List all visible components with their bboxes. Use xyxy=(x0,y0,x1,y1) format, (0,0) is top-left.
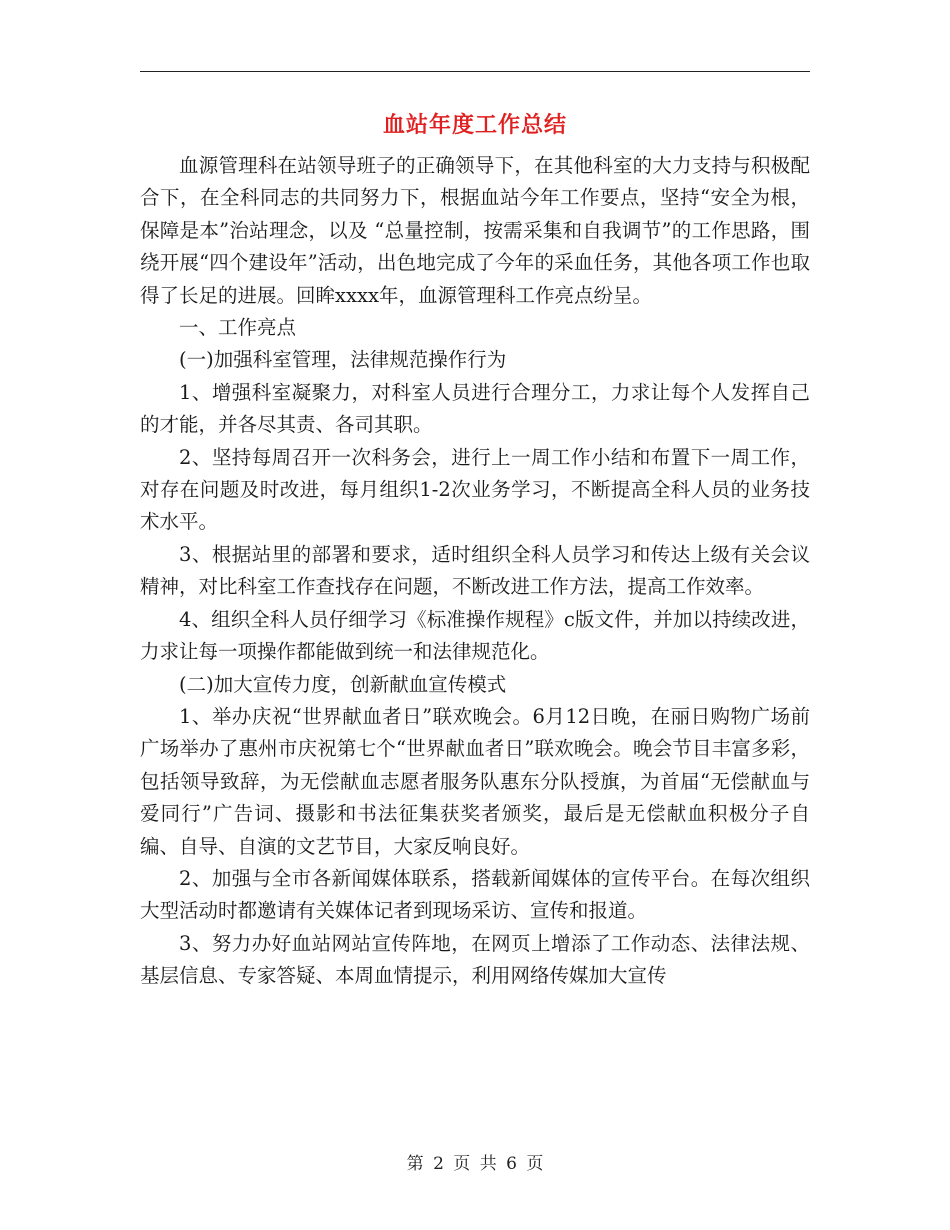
paragraph: 3、根据站里的部署和要求，适时组织全科人员学习和传达上级有关会议精神，对比科室工作查找存在问题，不断改进工作方法，提高工作效率。 xyxy=(140,542,810,599)
header-rule xyxy=(140,71,810,72)
section-heading: 一、工作亮点 xyxy=(179,316,297,340)
paragraph: 2、坚持每周召开一次科务会，进行上一周工作小结和布置下一周工作，对存在问题及时改进，每月组织1-2次业务学习，不断提高全科人员的业务技术水平。 xyxy=(140,445,810,534)
subsection-heading: (二)加大宣传力度，创新献血宣传模式 xyxy=(179,672,507,696)
page-footer: 第 2 页 共 6 页 xyxy=(406,1154,544,1174)
paragraph: 1、举办庆祝“世界献血者日”联欢晚会。6月12日晚，在丽日购物广场前广场举办了惠州市庆祝第七个“世界献血者日”联欢晚会。晚会节目丰富多彩，包括领导致辞，为无偿献血志愿者服务队惠东分队授旗，为首届“无偿献血与爱同行”广告词、摄影和书法征集获奖者颁奖，最后是无偿献血积极分子自编、自导、自演的文艺节目，大家反响良好。 xyxy=(140,704,810,858)
paragraph: 1、增强科室凝聚力，对科室人员进行合理分工，力求让每个人发挥自己的才能，并各尽其责、各司其职。 xyxy=(140,380,810,437)
document-body xyxy=(140,150,810,993)
paragraph: 血源管理科在站领导班子的正确领导下，在其他科室的大力支持与积极配合下，在全科同志的共同努力下，根据血站今年工作要点，坚持“安全为根，保障是本”治站理念，以及 “总量控制，按需采集和自我调节”的工作思路，围绕开展“四个建设年”活动，出色地完成了今年的采血任务，其他各项工作也取得了长足的进展。回眸xxxx年，血源管理科工作亮点纷呈。 xyxy=(140,154,810,307)
paragraph: 3、努力办好血站网站宣传阵地，在网页上增添了工作动态、法律法规、基层信息、专家答疑、本周血情提示，利用网络传媒加大宣传 xyxy=(140,931,810,988)
paragraph: 4、组织全科人员仔细学习《标准操作规程》c版文件，并加以持续改进，力求让每一项操作都能做到统一和法律规范化。 xyxy=(140,607,810,664)
subsection-heading: (一)加强科室管理，法律规范操作行为 xyxy=(179,348,507,372)
document-title: 血站年度工作总结 xyxy=(382,112,567,138)
paragraph: 2、加强与全市各新闻媒体联系，搭载新闻媒体的宣传平台。在每次组织大型活动时都邀请有关媒体记者到现场采访、宣传和报道。 xyxy=(140,866,810,923)
